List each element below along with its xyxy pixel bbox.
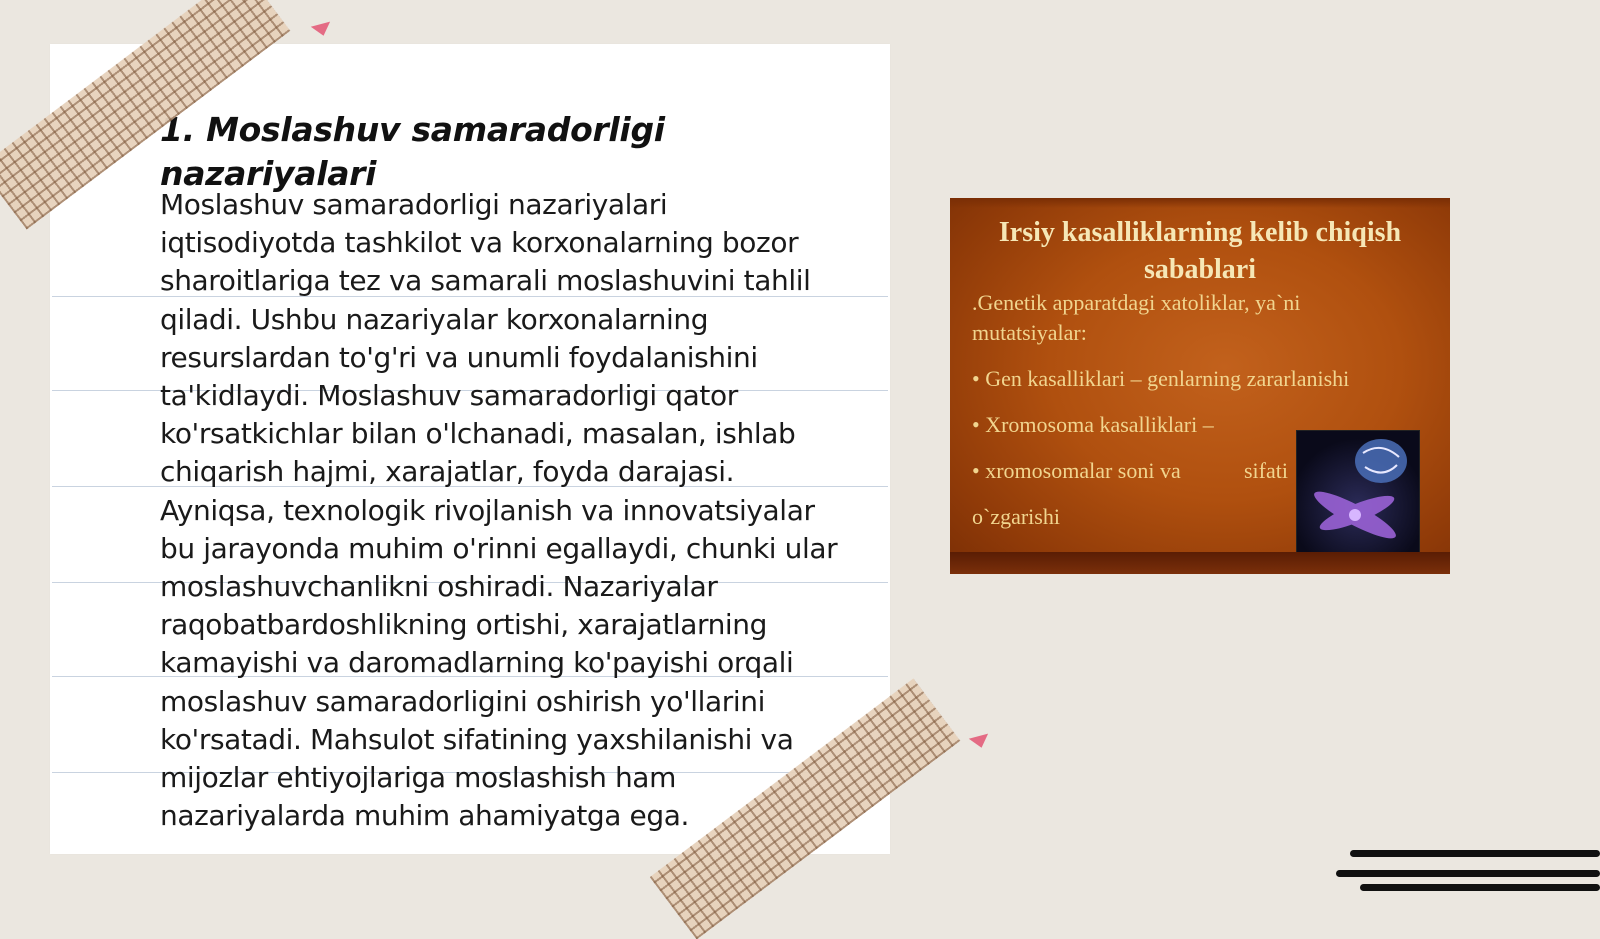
slide-bullet: • xromosomalar soni va (972, 458, 1181, 483)
slide-bullet: • Xromosoma kasalliklari – (972, 412, 1214, 437)
pushpin-icon (969, 734, 991, 751)
slide-title: Irsiy kasalliklarning kelib chiqish sabablari (998, 217, 1402, 285)
slide-shade (950, 198, 1450, 208)
chromosome-dna-image-icon (1296, 430, 1420, 558)
slide-text-line: o`zgarishi (972, 504, 1060, 529)
brush-stroke-decoration (1336, 870, 1600, 877)
slide-text-fragment: sifati (1244, 458, 1288, 483)
embedded-slide-image (950, 198, 1450, 574)
slide-text-line: .Genetik apparatdagi xatoliklar, ya`ni (972, 290, 1301, 315)
brush-stroke-decoration (1360, 884, 1600, 891)
page-title: 1. Moslashuv samaradorligi nazariyalari (160, 110, 665, 193)
brush-stroke-decoration (1350, 850, 1600, 857)
pushpin-icon (311, 22, 333, 39)
slide-bullet: • Gen kasalliklari – genlarning zararlanishi (972, 366, 1350, 391)
body-paragraph: Moslashuv samaradorligi nazariyalari iqtisodiyotda tashkilot va korxonalarning bozor sharoitlariga tez va samarali moslashuvini tahlil qiladi. Ushbu nazariyalar korxonalarning resurslardan to'g'ri va unumli foydalanishini ta'kidlaydi. Moslashuv samaradorligi qator ko'rsatkichlar bilan o'lchanadi, masalan, ishlab chiqarish hajmi, xarajatlar, foyda darajasi. Ayniqsa, texnologik rivojlanish va innovatsiyalar bu jarayonda muhim o'rinni egallaydi, chunki ular moslashuvchanlikni oshiradi. Nazariyalar raqobatbardoshlikning ortishi, xarajatlarning kamayishi va daromadlarning ko'payishi orqali moslashuv samaradorligini oshirish yo'llarini ko'rsatadi. Mahsulot sifatining yaxshilanishi va mijozlar ehtiyojlariga moslashish ham nazariyalarda muhim ahamiyatga ega. (160, 188, 838, 833)
chromosome-svg (1297, 431, 1419, 557)
slide-bottom-bar (950, 552, 1450, 574)
slide-text-line: mutatsiyalar: (972, 320, 1087, 345)
